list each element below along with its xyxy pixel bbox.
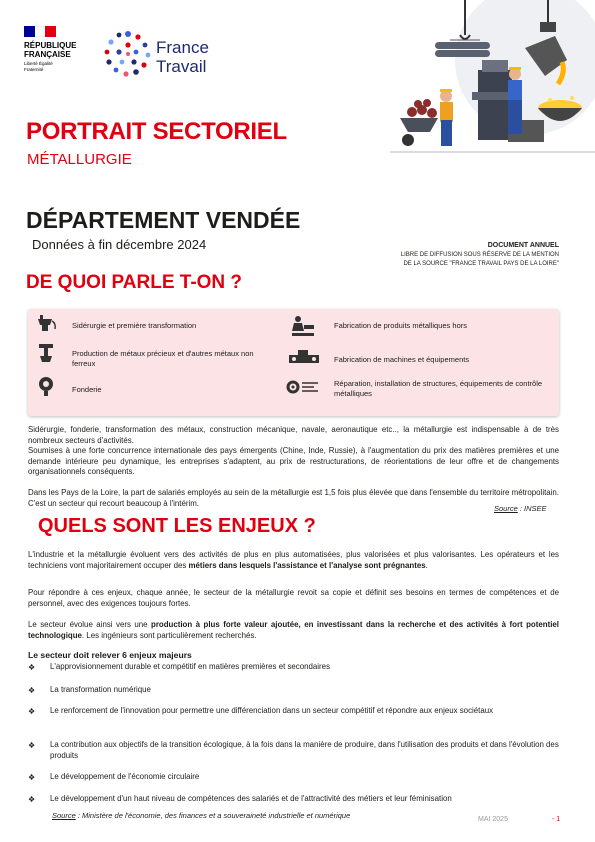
stake-item-text: Le renforcement de l'innovation pour permettre une différenciation dans un secteur compétitif et répondre aux enjeux sociétaux [50, 706, 494, 715]
stakes-paragraph-1 [28, 550, 559, 571]
foundry-icon [36, 375, 56, 397]
stakes-p3-emphasis: production à plus forte valeur ajoutée, en investissant dans la recherche et des activités à fort potentiel technologique [28, 620, 559, 640]
metallurgy-workers-illustration [390, 0, 595, 160]
stakes-source [52, 811, 350, 820]
stakes-paragraph-3 [28, 620, 559, 641]
stake-item-text: L'approvisionnement durable et compétitif en matières premières et secondaires [50, 662, 331, 671]
republic-motto: Liberté Égalité Fraternité [24, 61, 53, 72]
stake-item-text: Le développement d'un haut niveau de compétences des salariés et de l'attractivité des métiers et leur féminisation [50, 794, 452, 803]
gears-icon [286, 379, 322, 395]
bullet-diamond-icon: ❖ [28, 686, 36, 695]
republique-line-2: FRANÇAISE [24, 50, 71, 59]
page-subtitle: MÉTALLURGIE [27, 151, 132, 168]
ingot-press-icon [36, 342, 56, 364]
stakes-source-value: : Ministère de l'économie, des finances et a souveraineté industrielle et numérique [75, 811, 351, 820]
furnace-icon [36, 313, 58, 333]
sector-label-4: Fonderie [72, 385, 102, 394]
intro-source [494, 504, 547, 513]
bullet-diamond-icon: ❖ [28, 773, 36, 782]
france-travail-dots-icon [104, 30, 152, 78]
footer-date: MAI 2025 [478, 816, 508, 823]
stakes-p1-c: . [425, 560, 428, 570]
department-heading: DÉPARTEMENT VENDÉE [26, 207, 301, 233]
republique-francaise-logo [24, 26, 94, 72]
republique-line-1: RÉPUBLIQUE [24, 41, 77, 50]
sector-label-5: Réparation, installation de structures, équipements de contrôle métalliques [334, 379, 543, 398]
stakes-p1-a: L'industrie et la métallurgie évoluent vers des activités de plus en plus automatisées, plus valorisées et plus valorisantes. Les opérateurs et les techniciens vont majoritairement occuper des [28, 550, 559, 570]
metal-worker-icon [290, 315, 316, 337]
bullet-diamond-icon: ❖ [28, 795, 36, 804]
section-heading-what: DE QUOI PARLE T-ON ? [26, 272, 243, 293]
brand-name [156, 38, 209, 76]
intro-paragraph-3: Dans les Pays de la Loire, la part de salariés employés au sein de la métallurgie est 1,5 fois plus élevée que dans l'ensemble du territoire métropolitain. C'est un secteur qui recourt beaucoup à l'intérim. [28, 488, 559, 508]
intro-paragraph-1: Sidérurgie, fonderie, transformation des métaux, construction mécanique, navale, aeronautique etc.., la métallurgie est indispensable à de très nombreux secteurs d'activités. [28, 425, 559, 445]
intro-source-label: Source [494, 504, 518, 513]
page-title: PORTRAIT SECTORIEL [26, 118, 287, 145]
sector-label-1: Fabrication de produits métalliques hors [334, 321, 467, 330]
stakes-lead: Le secteur doit relever 6 enjeux majeurs [28, 650, 192, 660]
stakes-p3-c: . Les ingénieurs sont particulièrement recherchés. [81, 630, 257, 640]
sector-label-0: Sidérurgie et première transformation [72, 321, 197, 330]
data-date-line: Données à fin décembre 2024 [32, 237, 207, 252]
machine-icon [288, 349, 320, 365]
document-note [339, 241, 559, 268]
page-number: - 1 [552, 816, 561, 823]
bullet-diamond-icon: ❖ [28, 707, 36, 716]
document-note-line-1: LIBRE DE DIFFUSION SOUS RÉSERVE DE LA MENTION [400, 252, 559, 258]
bullet-diamond-icon: ❖ [28, 663, 36, 672]
intro-paragraph-2: Soumises à une forte concurrence internationale des pays émergents (Chine, Inde, Russie), à l'augmentation du prix des matières premières et une demande intérieure peu dynamique, les entreprises s'adaptent, au prix de restructurations, de réorientations de leur offre et de changements organisationnels conséquents. [28, 446, 559, 477]
france-travail-logo [104, 30, 234, 80]
stake-item-text: La transformation numérique [50, 685, 151, 694]
stakes-p3-a: Le secteur évolue ainsi vers une [28, 620, 151, 629]
stakes-p1-emphasis: métiers dans lesquels l'assistance et l'analyse sont prégnantes [188, 560, 426, 570]
stake-item-text: La contribution aux objectifs de la transition écologique, à la fois dans la manière de produire, dans l'utilisation des produits et dans l'évolution des produits [50, 740, 559, 760]
document-note-line-2: DE LA SOURCE "FRANCE TRAVAIL PAYS DE LA LOIRE" [403, 260, 559, 267]
brand-line-1: France [156, 38, 209, 57]
stake-item-text: Le développement de l'économie circulaire [50, 772, 200, 781]
bullet-diamond-icon: ❖ [28, 741, 36, 750]
stakes-paragraph-2: Pour répondre à ces enjeux, chaque année, le secteur de la métallurgie revoit sa copie et définit ses besoins en termes de compétences et de personnel, avec des exigences toujours fortes. [28, 588, 559, 608]
brand-line-2: Travail [156, 57, 207, 76]
section-heading-stakes: QUELS SONT LES ENJEUX ? [38, 515, 316, 537]
stakes-source-label: Source [52, 811, 76, 820]
intro-source-value: : INSEE [517, 504, 547, 513]
sector-label-2: Production de métaux précieux et d'autres métaux non ferreux [72, 349, 254, 368]
sectors-panel [28, 309, 559, 416]
document-note-label: DOCUMENT ANNUEL [487, 242, 559, 249]
french-flag-icon [24, 26, 56, 37]
sector-label-3: Fabrication de machines et équipements [334, 355, 470, 364]
